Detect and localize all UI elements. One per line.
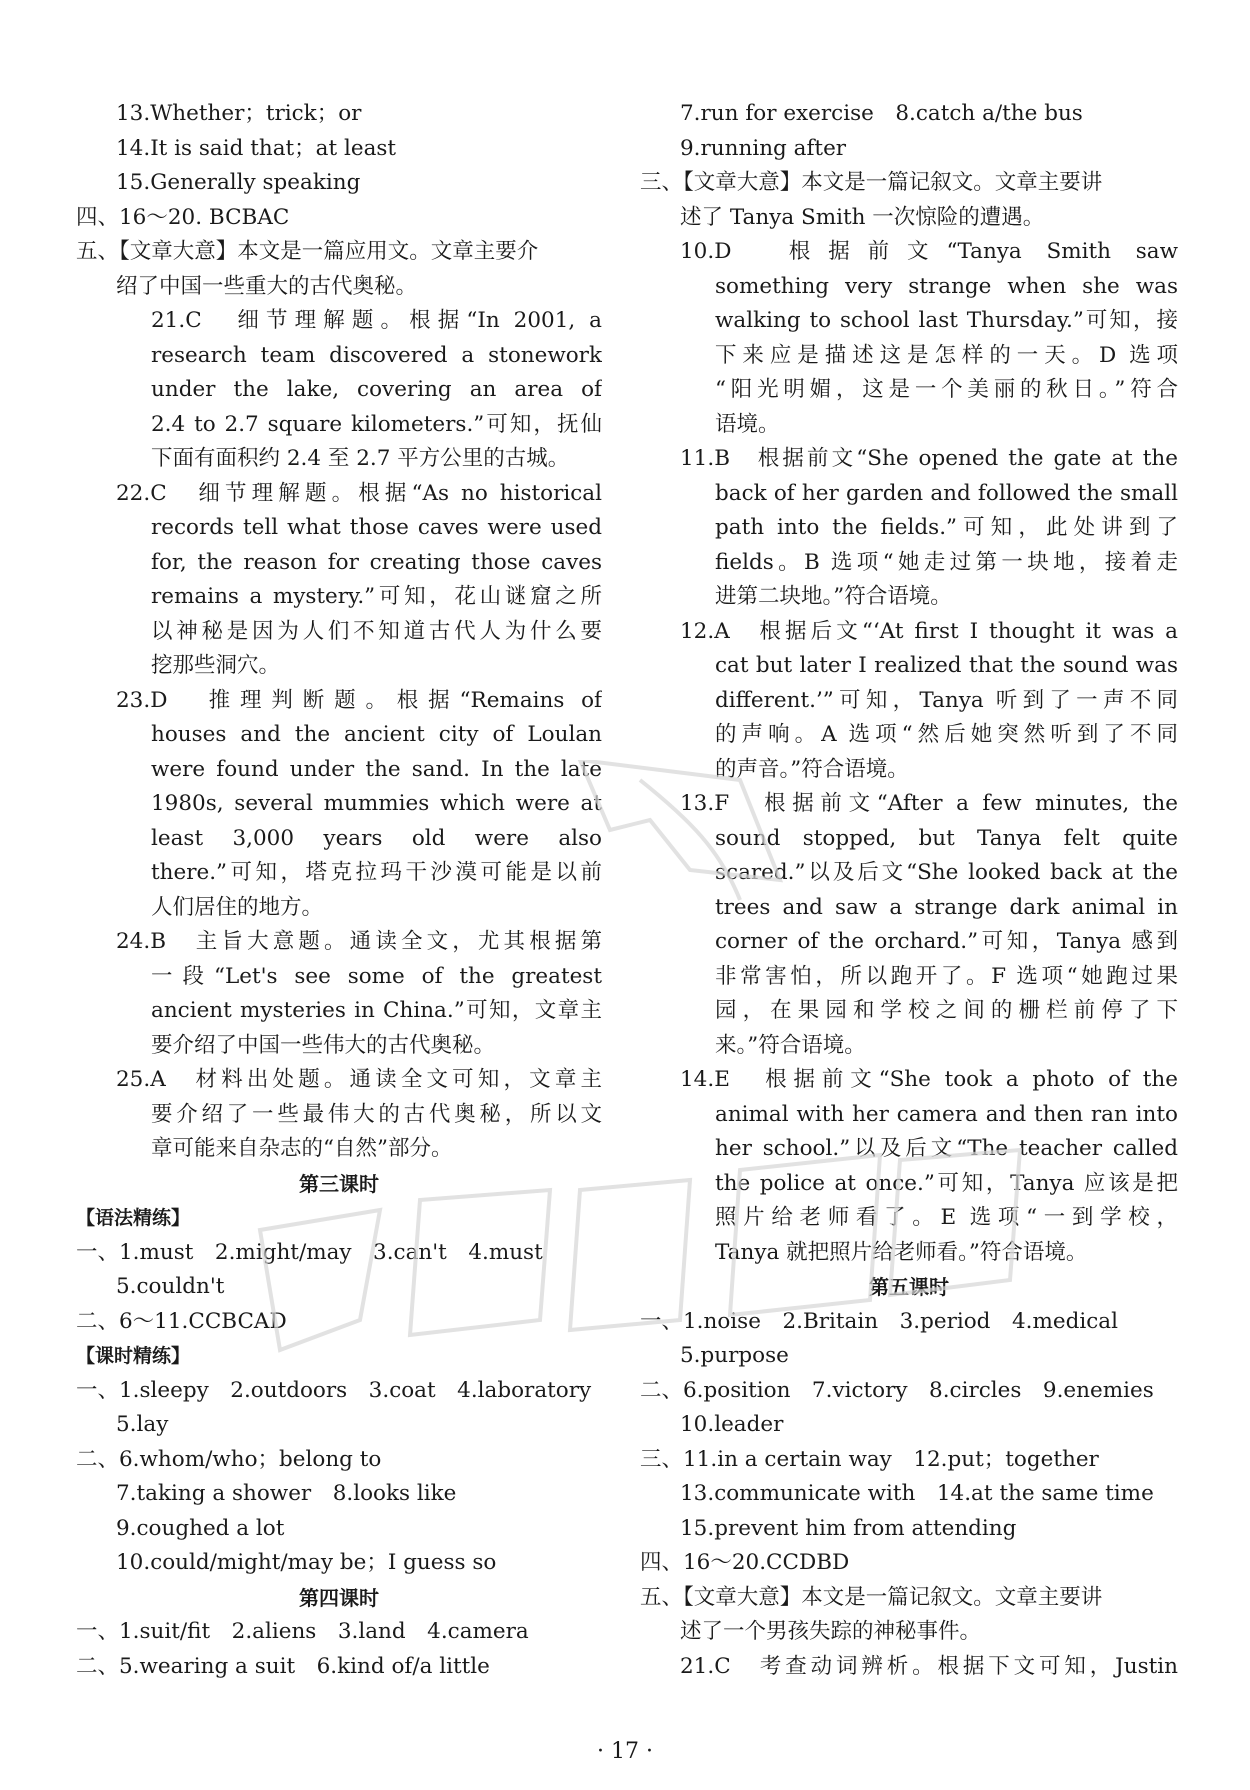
summary-line: 述了一个男孩失踪的神秘事件。 [680, 1619, 982, 1644]
answer-line: 7.run for exercise 8.catch a/the bus [680, 101, 1083, 126]
explanation-line: 人们居住的地方。 [151, 894, 324, 920]
explanation-line: different.’”可知，Tanya 听到了一声不同 [715, 687, 1178, 713]
explanation-line: houses and the ancient city of Loulan [151, 722, 602, 747]
answer-line: 一、1.must 2.might/may 3.can't 4.must [76, 1239, 543, 1265]
answer-line: 9.coughed a lot [116, 1515, 285, 1541]
answer-line: 15.prevent him from attending [680, 1515, 1017, 1541]
left-column [76, 97, 602, 1684]
answer-line: 10.could/might/may be；I guess so [116, 1550, 497, 1575]
section-heading: 【课时精练】 [76, 1345, 191, 1367]
lesson-heading: 第五课时 [869, 1275, 949, 1299]
explanation-line: 25.A 材料出处题。通读全文可知，文章主 [116, 1067, 602, 1092]
section-answers: 四、16～20. BCBAC [76, 204, 290, 230]
explanation-line: 章可能来自杂志的“自然”部分。 [151, 1136, 453, 1161]
explanation-line: 的声响。A 选项“然后她突然听到了不同 [715, 722, 1178, 747]
explanation-line: 22.C 细节理解题。根据“As no historical [116, 480, 602, 506]
lesson-heading: 第三课时 [299, 1171, 379, 1196]
explanation-line: Tanya 就把照片给老师看。”符合语境。 [715, 1239, 1088, 1265]
explanation-line: 1980s, several mummies which were at [151, 791, 602, 816]
page-number: · 17 · [597, 1739, 653, 1764]
explanation-line: walking to school last Thursday.”可知，接 [715, 308, 1178, 333]
explanation-line: 11.B 根据前文“She opened the gate at the [680, 446, 1178, 471]
answer-line: 一、1.noise 2.Britain 3.period 4.medical [640, 1308, 1118, 1334]
explanation-line: 以神秘是因为人们不知道古代人为什么要 [151, 618, 602, 644]
explanation-line: 下面有面积约 2.4 至 2.7 平方公里的古城。 [151, 446, 570, 471]
section-heading: 【语法精练】 [76, 1207, 191, 1229]
explanation-line: 一段“Let's see some of the greatest [151, 963, 602, 989]
explanation-line: 非常害怕，所以跑开了。F 选项“她跑过果 [715, 963, 1178, 989]
summary-line: 五、【文章大意】本文是一篇记叙文。文章主要讲 [640, 1584, 1103, 1610]
summary-line: 绍了中国一些重大的古代奥秘。 [116, 273, 418, 299]
explanation-line: 来。”符合语境。 [715, 1032, 866, 1058]
answer-line: 7.taking a shower 8.looks like [116, 1481, 457, 1506]
explanation-line: there.”可知，塔克拉玛干沙漠可能是以前 [151, 860, 602, 885]
explanation-line: 照片给老师看了。E 选项“一到学校， [715, 1205, 1178, 1230]
explanation-line: fields。B 选项“她走过第一块地，接着走 [715, 549, 1178, 575]
answer-line: 二、6.whom/who；belong to [76, 1446, 382, 1472]
right-column [640, 97, 1178, 1684]
answer-line: 一、1.sleepy 2.outdoors 3.coat 4.laboratory [76, 1377, 592, 1403]
explanation-line: records tell what those caves were used [151, 515, 602, 540]
explanation-line: 进第二块地。”符合语境。 [715, 584, 952, 609]
explanation-line: remains a mystery.”可知，花山谜窟之所 [151, 584, 602, 609]
explanation-line: 12.A 根据后文“‘At first I thought it was a [680, 618, 1178, 644]
lesson-heading: 第四课时 [299, 1585, 379, 1610]
answer-line: 一、1.suit/fit 2.aliens 3.land 4.camera [76, 1619, 529, 1644]
explanation-line: “阳光明媚，这是一个美丽的秋日。”符合 [715, 377, 1178, 402]
answer-line: 14.It is said that；at least [116, 135, 397, 161]
explanation-line: 下来应是描述这是怎样的一天。D 选项 [715, 342, 1178, 368]
explanation-line: for, the reason for creating those caves [151, 549, 602, 575]
explanation-line: were found under the sand. In the late [151, 756, 602, 782]
explanation-line: sound stopped, but Tanya felt quite [715, 825, 1178, 851]
explanation-line: 2.4 to 2.7 square kilometers.”可知，抚仙 [151, 411, 602, 437]
answer-line: 9.running after [680, 135, 847, 161]
explanation-line: ancient mysteries in China.”可知，文章主 [151, 998, 602, 1023]
explanation-line: something very strange when she was [715, 273, 1178, 299]
explanation-line: 21.C 考查动词辨析。根据下文可知，Justin [680, 1653, 1178, 1679]
explanation-line: path into the fields.”可知，此处讲到了 [715, 515, 1178, 540]
summary-line: 五、【文章大意】本文是一篇应用文。文章主要介 [76, 239, 539, 264]
answer-line: 13.communicate with 14.at the same time [680, 1481, 1154, 1506]
explanation-line: trees and saw a strange dark animal in [715, 894, 1178, 920]
explanation-line: 24.B 主旨大意题。通读全文，尤其根据第 [116, 929, 602, 954]
summary-line: 述了 Tanya Smith 一次惊险的遭遇。 [680, 204, 1045, 230]
explanation-line: scared.”以及后文“She looked back at the [715, 860, 1178, 885]
answer-line: 13.Whether；trick；or [116, 101, 362, 126]
explanation-line: corner of the orchard.”可知，Tanya 感到 [715, 929, 1178, 954]
answer-line: 二、5.wearing a suit 6.kind of/a little [76, 1653, 490, 1679]
answer-line: 二、6.position 7.victory 8.circles 9.enemies [640, 1377, 1154, 1403]
answer-line: 5.purpose [680, 1343, 789, 1368]
explanation-line: 要介绍了一些最伟大的古代奥秘，所以文 [151, 1101, 602, 1127]
section-answers: 四、16～20.CCDBD [640, 1550, 850, 1575]
explanation-line: least 3,000 years old were also [151, 825, 602, 851]
answer-line: 三、11.in a certain way 12.put；together [640, 1446, 1099, 1472]
explanation-line: research team discovered a stonework [151, 342, 602, 368]
explanation-line: 10.D 根据前文“Tanya Smith saw [680, 239, 1178, 264]
explanation-line: 的声音。”符合语境。 [715, 756, 909, 782]
explanation-line: 要介绍了中国一些伟大的古代奥秘。 [151, 1032, 496, 1058]
explanation-line: 园，在果园和学校之间的栅栏前停了下 [715, 998, 1178, 1023]
explanation-line: her school.”以及后文“The teacher called [715, 1136, 1178, 1161]
explanation-line: 语境。 [715, 411, 780, 437]
summary-line: 三、【文章大意】本文是一篇记叙文。文章主要讲 [640, 170, 1103, 195]
explanation-line: under the lake, covering an area of [151, 377, 602, 402]
answer-line: 5.couldn't [116, 1274, 225, 1299]
explanation-line: the police at once.”可知，Tanya 应该是把 [715, 1170, 1178, 1196]
answer-line: 10.leader [680, 1412, 784, 1437]
explanation-line: 23.D 推理判断题。根据“Remains of [116, 687, 602, 713]
explanation-line: 13.F 根据前文“After a few minutes, the [680, 791, 1178, 816]
explanation-line: 14.E 根据前文“She took a photo of the [680, 1067, 1178, 1092]
answer-line: 15.Generally speaking [116, 170, 361, 195]
explanation-line: animal with her camera and then ran into [715, 1101, 1178, 1127]
explanation-line: 挖那些洞穴。 [151, 653, 281, 678]
answer-line: 二、6～11.CCBCAD [76, 1308, 287, 1334]
explanation-line: cat but later I realized that the sound was [715, 653, 1178, 678]
answer-line: 5.lay [116, 1412, 169, 1437]
explanation-line: 21.C 细节理解题。根据“In 2001, a [151, 308, 602, 333]
explanation-line: back of her garden and followed the small [715, 480, 1178, 506]
